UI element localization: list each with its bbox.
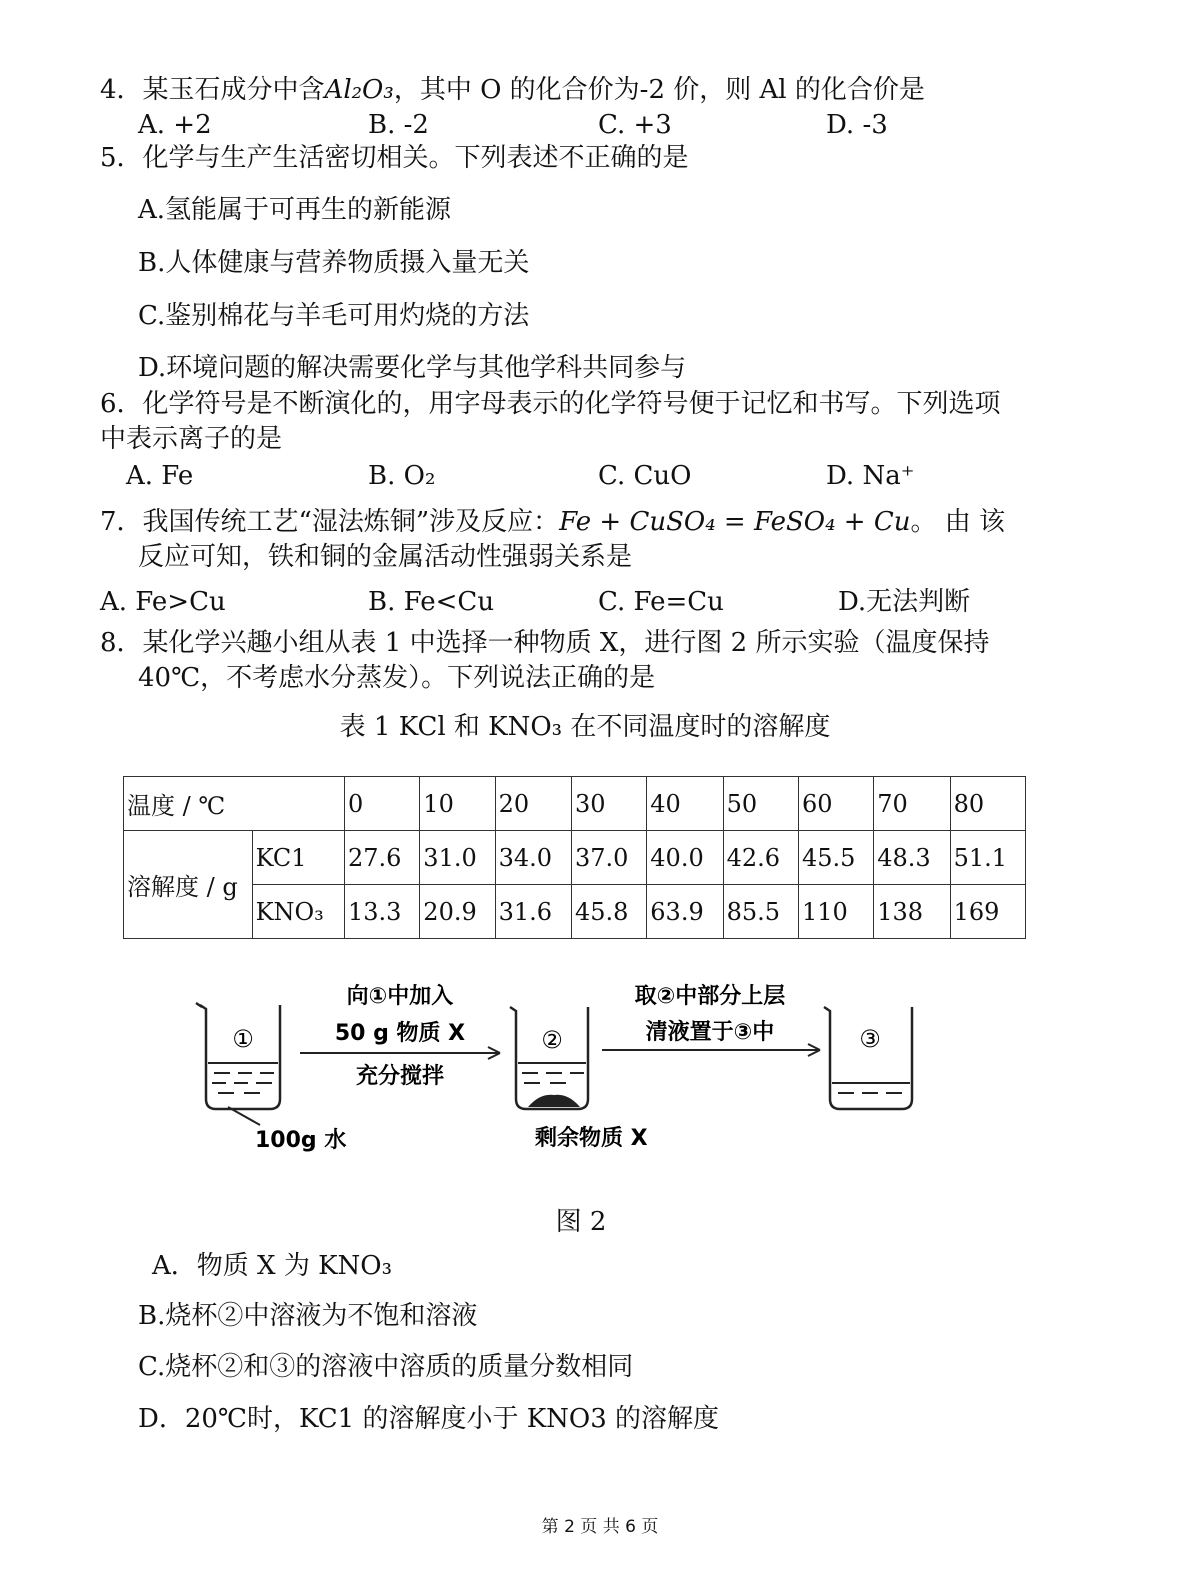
table-cell: 63.9 — [647, 885, 723, 939]
q6-option-b: B. O₂ — [368, 461, 436, 491]
temp-cell: 20 — [495, 777, 571, 831]
table-cell: 110 — [798, 885, 873, 939]
beaker-1-label: ① — [232, 1025, 254, 1053]
temp-cell: 40 — [647, 777, 723, 831]
solubility-header: 溶解度 / g — [124, 831, 253, 939]
arrow2-line2: 清液置于③中 — [645, 1020, 775, 1045]
q7-equation: Fe + CuSO₄ = FeSO₄ + Cu — [559, 507, 911, 537]
q7-stem — [100, 505, 1005, 539]
table-row-temperature — [124, 777, 1026, 831]
q8-stem-line1: 8．某化学兴趣小组从表 1 中选择一种物质 X，进行图 2 所示实验（温度保持 — [100, 628, 990, 658]
q4-formula: Al₂O₃ — [324, 75, 394, 105]
table-cell: 45.5 — [798, 831, 873, 885]
q4-stem-b: ，其中 O 的化合价为-2 价，则 Al 的化合价是 — [393, 75, 925, 105]
q4-option-b: B. -2 — [368, 110, 429, 140]
table-cell: 48.3 — [874, 831, 950, 885]
q7-option-c: C. Fe=Cu — [598, 587, 724, 617]
q7-stem-line2: 反应可知，铁和铜的金属活动性强弱关系是 — [138, 542, 633, 572]
temp-cell: 50 — [723, 777, 798, 831]
table-cell: 45.8 — [571, 885, 646, 939]
table-cell: 42.6 — [723, 831, 798, 885]
q7-option-d: D.无法判断 — [838, 587, 971, 617]
q5-option-a: A.氢能属于可再生的新能源 — [138, 195, 452, 225]
q6-option-d: D. Na⁺ — [826, 461, 915, 491]
temp-cell: 0 — [344, 777, 419, 831]
beaker-1 — [196, 1003, 346, 1153]
q6-option-a: A. Fe — [126, 461, 194, 491]
arrow1-line2: 50 g 物质 X — [334, 1021, 466, 1046]
q8-option-a: A．物质 X 为 KNO₃ — [152, 1251, 392, 1281]
q7-stem-b: 。 由 该 — [910, 507, 1006, 537]
page-footer: 第 2 页 共 6 页 — [541, 1517, 659, 1537]
q4-option-d: D. -3 — [826, 110, 888, 140]
q5-option-d: D.环境问题的解决需要化学与其他学科共同参与 — [138, 353, 687, 383]
q5-stem: 5．化学与生产生活密切相关。下列表述不正确的是 — [100, 143, 689, 173]
q6-stem-line1: 6．化学符号是不断演化的，用字母表示的化学符号便于记忆和书写。下列选项 — [100, 389, 1001, 419]
table-row-kcl — [124, 831, 1026, 885]
solubility-table — [123, 776, 1026, 939]
table-cell: 138 — [874, 885, 950, 939]
q7-stem-a: 7．我国传统工艺“湿法炼铜”涉及反应： — [100, 507, 560, 537]
temp-cell: 70 — [874, 777, 950, 831]
table-cell: 40.0 — [647, 831, 723, 885]
beaker-3-label: ③ — [859, 1025, 881, 1053]
q5-option-b: B.人体健康与营养物质摄入量无关 — [138, 248, 530, 278]
arrow1-line3: 充分搅拌 — [355, 1064, 445, 1089]
figure-caption: 图 2 — [555, 1207, 607, 1237]
table-cell: 169 — [950, 885, 1025, 939]
q4-option-a: A. +2 — [138, 110, 212, 140]
water-label: 100g 水 — [255, 1128, 347, 1153]
substance-name: KNO₃ — [252, 885, 344, 939]
arrow-2 — [602, 983, 820, 1056]
arrow1-line1: 向①中加入 — [346, 984, 454, 1009]
temp-cell: 30 — [571, 777, 646, 831]
q8-option-b: B.烧杯②中溶液为不饱和溶液 — [138, 1301, 478, 1331]
temp-cell: 60 — [798, 777, 873, 831]
temp-cell: 10 — [420, 777, 495, 831]
table-cell: 31.6 — [495, 885, 571, 939]
temp-cell: 80 — [950, 777, 1025, 831]
table-cell: 31.0 — [420, 831, 495, 885]
temp-header: 温度 / ℃ — [124, 777, 345, 831]
table-cell: 37.0 — [571, 831, 646, 885]
arrow-1 — [300, 983, 500, 1089]
table-row-kno3 — [124, 885, 1026, 939]
table-cell: 34.0 — [495, 831, 571, 885]
residue-solid — [528, 1095, 580, 1107]
q7-option-b: B. Fe<Cu — [368, 587, 495, 617]
q6-stem-line2: 中表示离子的是 — [100, 424, 283, 454]
residue-label: 剩余物质 X — [535, 1126, 648, 1151]
q4-option-c: C. +3 — [598, 110, 672, 140]
q7-option-a: A. Fe>Cu — [100, 587, 226, 617]
q8-option-d: D．20℃时，KC1 的溶解度小于 KNO3 的溶解度 — [138, 1404, 720, 1434]
q8-option-c: C.烧杯②和③的溶液中溶质的质量分数相同 — [138, 1352, 634, 1382]
q5-option-c: C.鉴别棉花与羊毛可用灼烧的方法 — [138, 301, 530, 331]
q6-option-c: C. CuO — [598, 461, 692, 491]
table-caption: 表 1 KCl 和 KNO₃ 在不同温度时的溶解度 — [339, 712, 831, 742]
table-cell: 20.9 — [420, 885, 495, 939]
arrow2-line1: 取②中部分上层 — [634, 984, 786, 1009]
experiment-figure — [190, 975, 930, 1165]
substance-name: KC1 — [252, 831, 344, 885]
table-cell: 85.5 — [723, 885, 798, 939]
q8-stem-line2: 40℃，不考虑水分蒸发）。下列说法正确的是 — [138, 663, 656, 693]
beaker-2 — [510, 1007, 648, 1151]
q4-stem — [100, 73, 925, 107]
q4-stem-a: 4．某玉石成分中含 — [100, 75, 325, 105]
beaker-2-label: ② — [541, 1026, 563, 1054]
table-cell: 51.1 — [950, 831, 1025, 885]
beaker-3 — [824, 1007, 912, 1109]
table-cell: 13.3 — [344, 885, 419, 939]
table-cell: 27.6 — [344, 831, 419, 885]
